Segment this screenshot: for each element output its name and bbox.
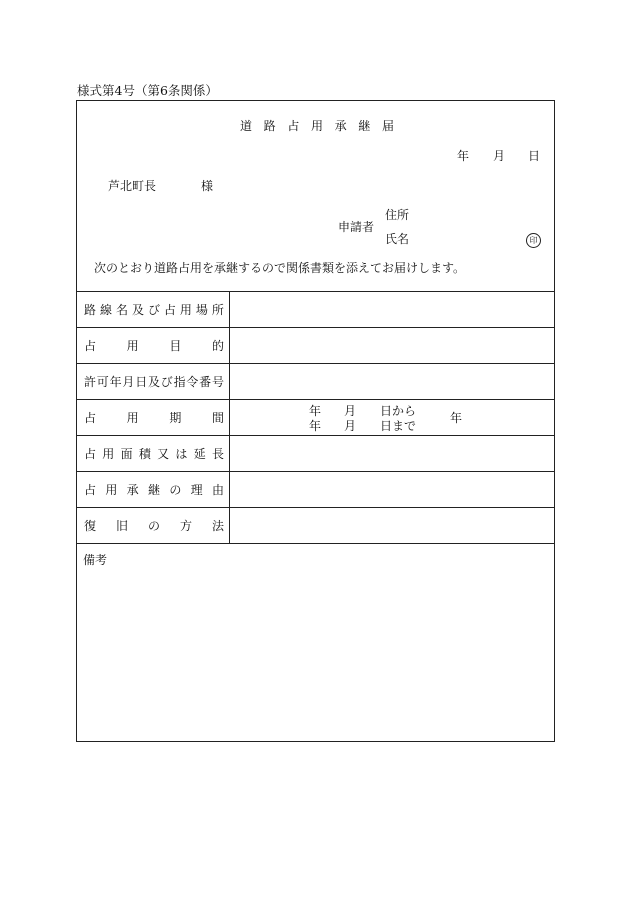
seal-mark: 印 bbox=[526, 233, 541, 248]
form-title bbox=[240, 120, 394, 132]
title-char: 用 bbox=[310, 119, 323, 133]
label-char: 所 bbox=[211, 303, 224, 317]
table-rule bbox=[77, 399, 554, 400]
label-char: 由 bbox=[211, 483, 224, 497]
applicant-label: 申請者 bbox=[338, 220, 375, 234]
row-label-restoration-method bbox=[84, 520, 224, 532]
period-to-day: 日まで bbox=[380, 419, 417, 433]
label-char: び bbox=[160, 375, 173, 389]
period-duration-unit: 年 bbox=[450, 411, 463, 425]
label-char: 復 bbox=[84, 519, 97, 533]
label-char: 及 bbox=[147, 375, 160, 389]
period-to-month: 月 bbox=[344, 419, 357, 433]
table-rule bbox=[77, 507, 554, 508]
addressee-honorific: 様 bbox=[201, 179, 214, 193]
date-month-label: 月 bbox=[493, 149, 506, 163]
table-rule bbox=[77, 543, 554, 544]
label-char: 用 bbox=[126, 339, 139, 353]
label-char: 間 bbox=[211, 411, 224, 425]
label-char: 及 bbox=[131, 303, 144, 317]
label-char: 用 bbox=[105, 483, 118, 497]
row-label-route-and-place bbox=[84, 304, 224, 316]
label-char: び bbox=[147, 303, 160, 317]
label-char: 理 bbox=[190, 483, 203, 497]
title-char: 路 bbox=[263, 119, 276, 133]
label-char: 占 bbox=[84, 339, 97, 353]
row-label-area-or-length bbox=[84, 448, 224, 460]
label-char: 番 bbox=[199, 375, 212, 389]
label-char: 名 bbox=[115, 303, 128, 317]
table-rule bbox=[77, 435, 554, 436]
remarks-label: 備考 bbox=[83, 553, 108, 567]
label-char: 積 bbox=[138, 447, 151, 461]
label-char: 月 bbox=[122, 375, 135, 389]
label-char: 占 bbox=[163, 303, 176, 317]
label-char: 法 bbox=[211, 519, 224, 533]
label-char: 承 bbox=[126, 483, 139, 497]
label-char: 方 bbox=[179, 519, 192, 533]
period-to-year: 年 bbox=[309, 419, 322, 433]
date-year-label: 年 bbox=[457, 149, 470, 163]
title-char: 占 bbox=[287, 119, 300, 133]
label-char: 号 bbox=[211, 375, 224, 389]
form-frame bbox=[76, 100, 555, 742]
label-char: 許 bbox=[84, 375, 97, 389]
label-char: の bbox=[169, 483, 182, 497]
row-label-succession-reason bbox=[84, 484, 224, 496]
label-char: 又 bbox=[157, 447, 170, 461]
table-rule bbox=[77, 291, 554, 292]
form-reference: 様式第4号（第6条関係） bbox=[77, 83, 218, 98]
label-char: 的 bbox=[211, 339, 224, 353]
date-day-label: 日 bbox=[528, 149, 541, 163]
table-column-divider bbox=[229, 291, 230, 544]
statement-text: 次のとおり道路占用を承継するので関係書類を添えてお届けします。 bbox=[94, 261, 466, 275]
label-char: 可 bbox=[96, 375, 109, 389]
label-char: 年 bbox=[109, 375, 122, 389]
label-char: 用 bbox=[126, 411, 139, 425]
label-char: 旧 bbox=[115, 519, 128, 533]
label-char: 路 bbox=[84, 303, 97, 317]
table-rule bbox=[77, 471, 554, 472]
label-char: 指 bbox=[173, 375, 186, 389]
label-char: 占 bbox=[84, 483, 97, 497]
title-char: 継 bbox=[358, 119, 371, 133]
label-char: 長 bbox=[211, 447, 224, 461]
label-char: 継 bbox=[147, 483, 160, 497]
label-char: 期 bbox=[169, 411, 182, 425]
period-from-month: 月 bbox=[344, 404, 357, 418]
table-rule bbox=[77, 327, 554, 328]
period-from-day: 日から bbox=[380, 404, 417, 418]
label-char: は bbox=[175, 447, 188, 461]
label-char: 令 bbox=[186, 375, 199, 389]
table-rule bbox=[77, 363, 554, 364]
label-char: 占 bbox=[84, 411, 97, 425]
label-char: 面 bbox=[120, 447, 133, 461]
row-label-purpose bbox=[84, 340, 224, 352]
label-char: 占 bbox=[84, 447, 97, 461]
title-char: 届 bbox=[381, 119, 394, 133]
period-from-year: 年 bbox=[309, 404, 322, 418]
row-label-period bbox=[84, 412, 224, 424]
name-label: 氏名 bbox=[385, 232, 410, 246]
addressee-name: 芦北町長 bbox=[108, 179, 157, 193]
title-char: 道 bbox=[240, 119, 253, 133]
address-label: 住所 bbox=[385, 208, 410, 222]
row-label-permit-date-and-number bbox=[84, 376, 224, 388]
label-char: 用 bbox=[179, 303, 192, 317]
title-char: 承 bbox=[334, 119, 347, 133]
label-char: 用 bbox=[102, 447, 115, 461]
label-char: 目 bbox=[169, 339, 182, 353]
label-char: 日 bbox=[135, 375, 148, 389]
label-char: 線 bbox=[99, 303, 112, 317]
label-char: 延 bbox=[193, 447, 206, 461]
label-char: 場 bbox=[195, 303, 208, 317]
label-char: の bbox=[147, 519, 160, 533]
